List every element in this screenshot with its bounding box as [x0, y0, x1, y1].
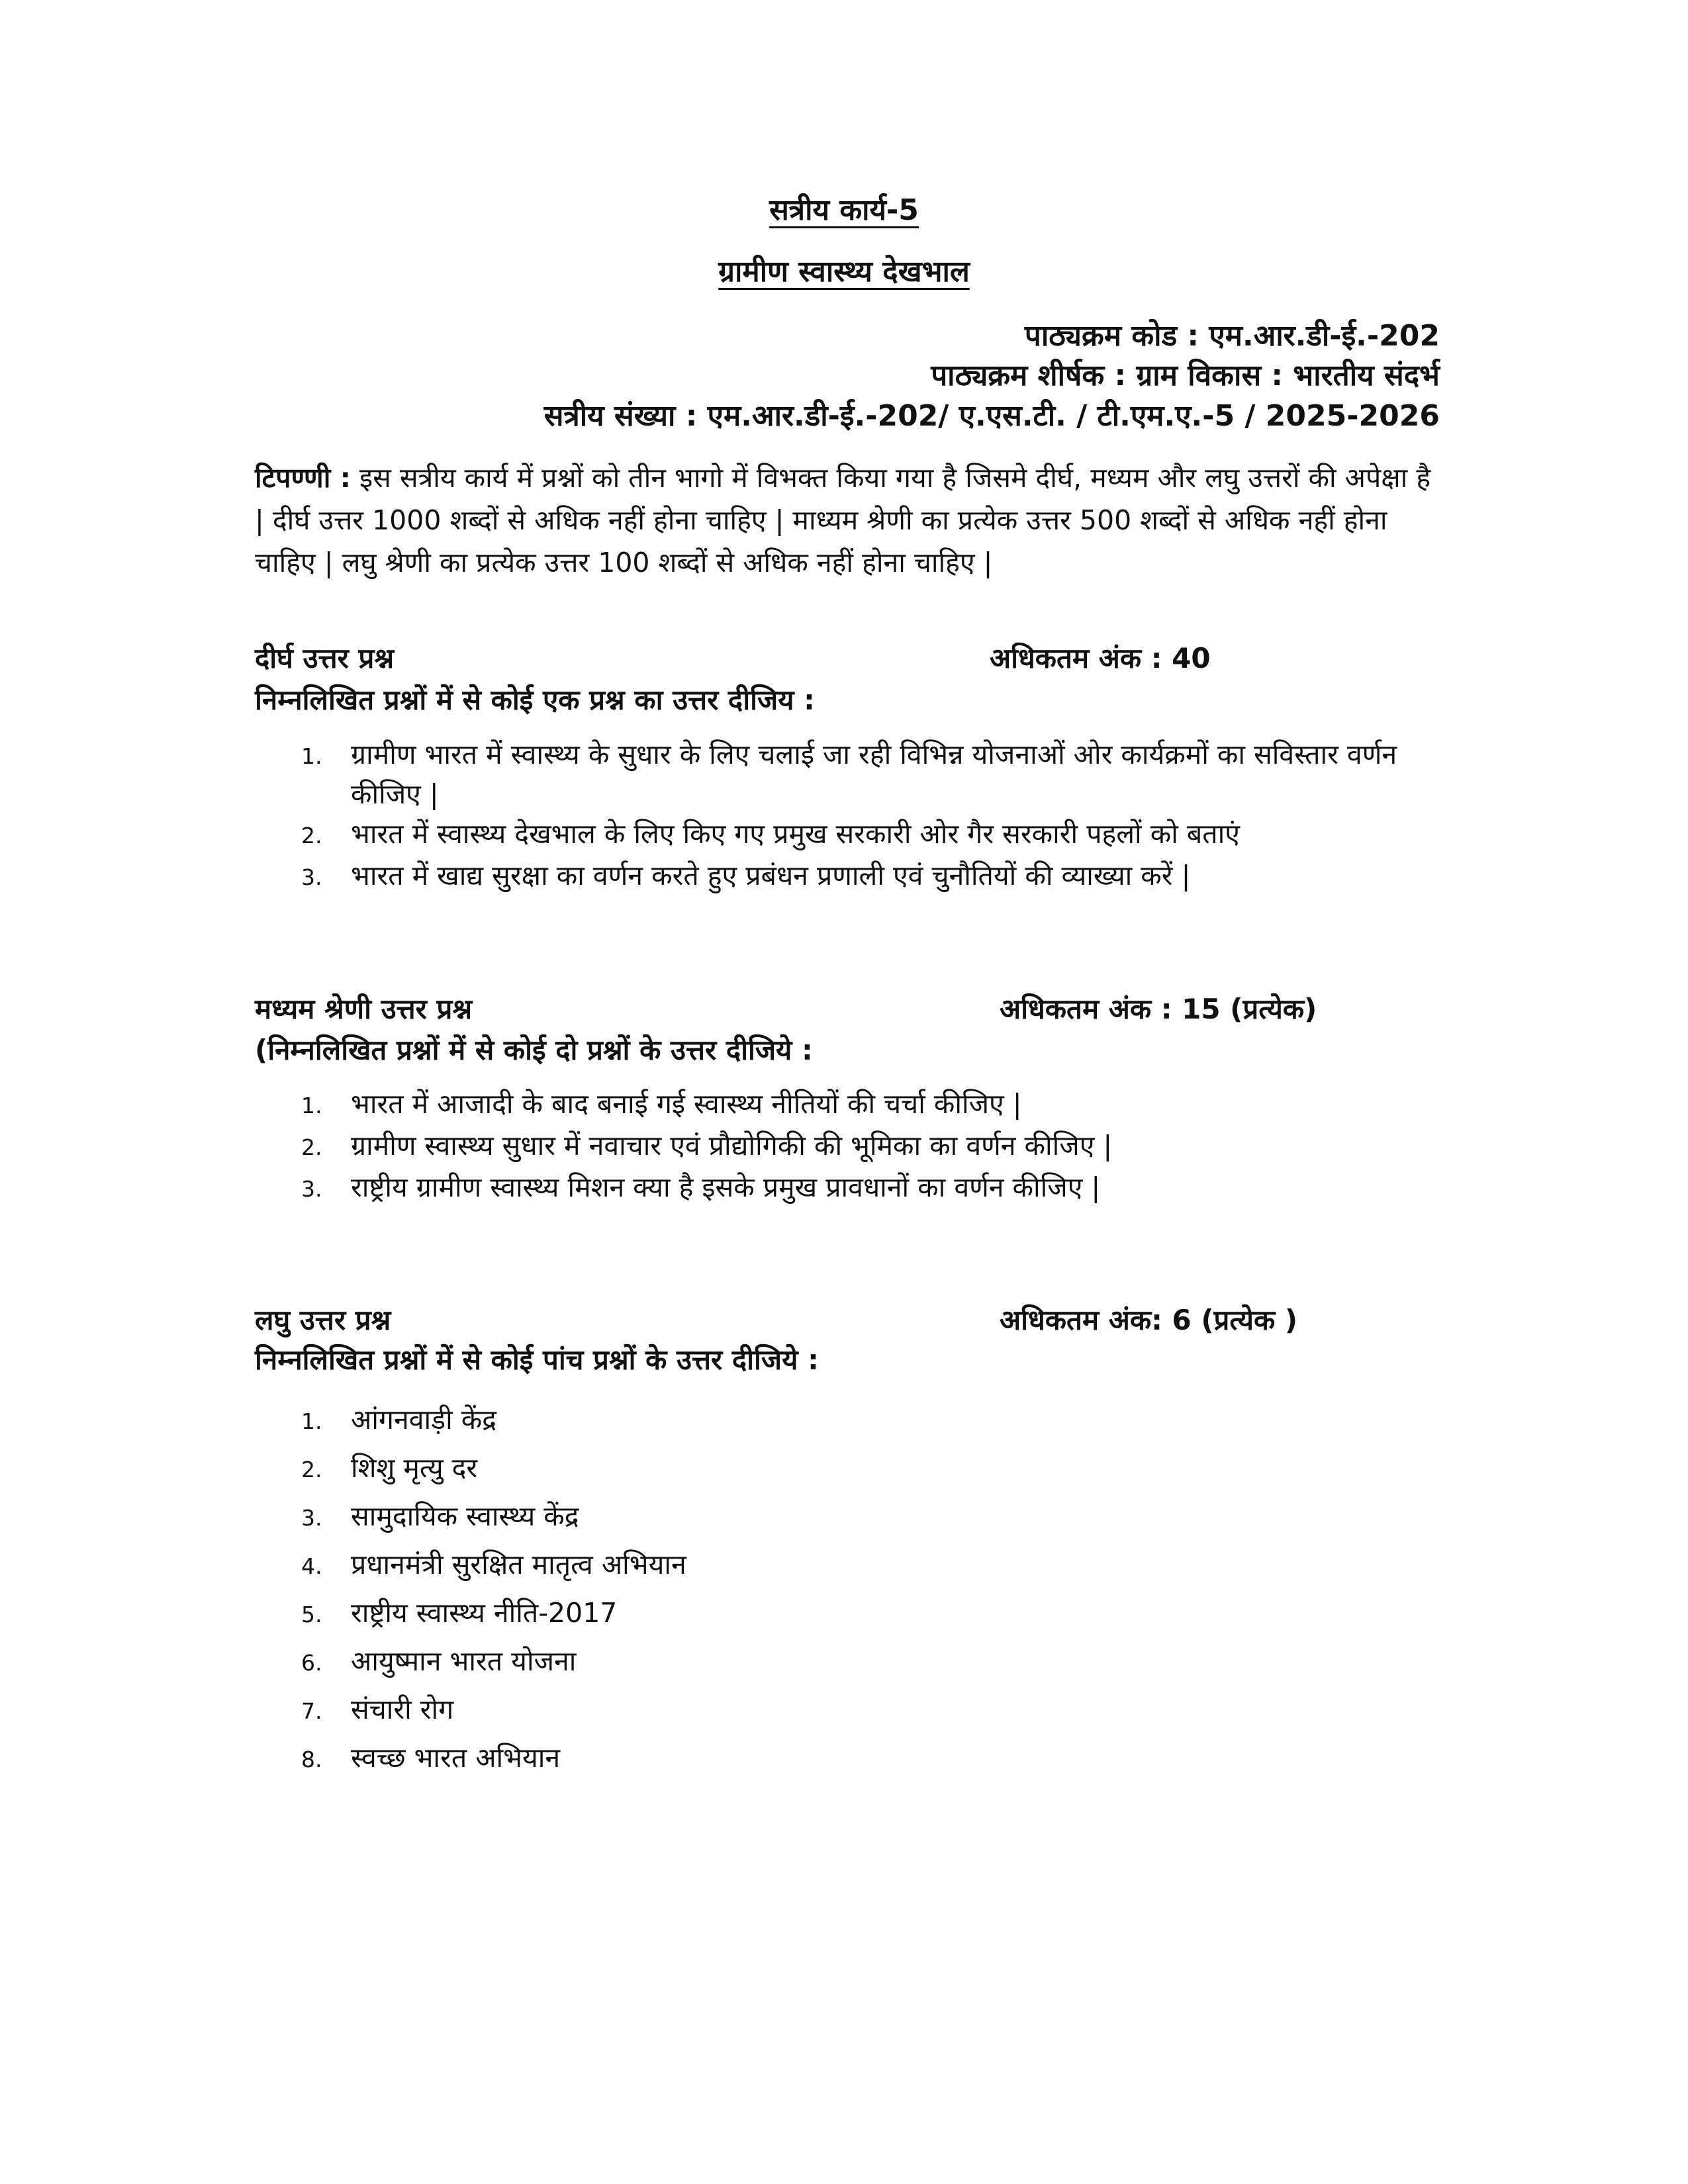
list-item: 1. आंगनवाड़ी केंद्र — [301, 1404, 497, 1435]
course-code: पाठ्यक्रम कोड : एम.आर.डी-ई.-202 — [1024, 319, 1440, 353]
list-item: 2. ग्रामीण स्वास्थ्य सुधार में नवाचार एवं प्रौद्योगिकी की भूमिका का वर्णन कीजिए | — [301, 1130, 1113, 1161]
list-item: 3. भारत में खाद्य सुरक्षा का वर्णन करते हुए प्रबंधन प्रणाली एवं चुनौतियों की व्याख्या करें | — [301, 860, 1191, 891]
note-paragraph — [255, 457, 1446, 584]
list-item: 7. संचारी रोग — [301, 1694, 454, 1725]
medium-section-title: मध्यम श्रेणी उत्तर प्रश्न — [255, 993, 473, 1025]
course-title: पाठ्यक्रम शीर्षक : ग्राम विकास : भारतीय संदर्भ — [931, 359, 1440, 392]
subject-heading: ग्रामीण स्वास्थ्य देखभाल — [718, 255, 970, 289]
list-item: 3. राष्ट्रीय ग्रामीण स्वास्थ्य मिशन क्या है इसके प्रमुख प्रावधानों का वर्णन कीजिए | — [301, 1171, 1101, 1203]
short-question-list — [301, 1396, 1466, 1783]
note-label: टिपण्णी : — [255, 462, 351, 494]
list-item: 1. भारत में आजादी के बाद बनाई गई स्वास्थ्य नीतियों की चर्चा कीजिए | — [301, 1088, 1022, 1120]
assignment-number-heading: सत्रीय कार्य-5 — [769, 193, 919, 227]
medium-section-instruction: (निम्नलिखित प्रश्नों में से कोई दो प्रश्नों के उत्तर दीजिये : — [255, 1034, 813, 1066]
medium-section-marks: अधिकतम अंक : 15 (प्रत्येक) — [1000, 993, 1317, 1025]
list-item: 4. प्रधानमंत्री सुरक्षित मातृत्व अभियान — [301, 1549, 686, 1580]
list-item: 5. राष्ट्रीय स्वास्थ्य नीति-2017 — [301, 1597, 618, 1629]
long-section-marks: अधिकतम अंक : 40 — [990, 642, 1211, 674]
list-item: 2. भारत में स्वास्थ्य देखभाल के लिए किए गए प्रमुख सरकारी ओर गैर सरकारी पहलों को बताएं — [301, 818, 1240, 850]
list-item: 6. आयुष्मान भारत योजना — [301, 1645, 577, 1677]
list-item: 2. शिशु मृत्यु दर — [301, 1452, 478, 1484]
list-item: 8. स्वच्छ भारत अभियान — [301, 1742, 561, 1774]
long-question-list — [301, 735, 1466, 897]
list-item: 1. ग्रामीण भारत में स्वास्थ्य के सुधार के लिए चलाई जा रही विभिन्न योजनाओं ओर कार्यक्रमों का सविस्तार वर्णन कीजिए | — [301, 739, 1397, 810]
long-section-title: दीर्घ उत्तर प्रश्न — [255, 642, 395, 674]
short-section-instruction: निम्नलिखित प्रश्नों में से कोई पांच प्रश्नों के उत्तर दीजिये : — [255, 1343, 819, 1376]
short-section-marks: अधिकतम अंक: 6 (प्रत्येक ) — [1000, 1304, 1298, 1336]
list-item: 3. सामुदायिक स्वास्थ्य केंद्र — [301, 1500, 579, 1532]
medium-question-list — [301, 1084, 1466, 1209]
assignment-code: सत्रीय संख्या : एम.आर.डी-ई.-202/ ए.एस.टी. / टी.एम.ए.-5 / 2025-2026 — [543, 399, 1440, 433]
short-section-title: लघु उत्तर प्रश्न — [255, 1304, 391, 1336]
long-section-instruction: निम्नलिखित प्रश्नों में से कोई एक प्रश्न का उत्तर दीजिय : — [255, 684, 815, 716]
note-text: इस सत्रीय कार्य में प्रश्नों को तीन भागो में विभक्त किया गया है जिसमे दीर्घ, मध्यम और लघु उत्तरों की अपेक्षा है | दीर्घ उत्तर 1000 शब्दों से अधिक नहीं होना चाहिए | माध्यम श्रेणी का प्रत्येक उत्तर 500 शब्दों से अधिक नहीं होना चाहिए | लघु श्रेणी का प्रत्येक उत्तर 100 शब्दों से अधिक नहीं होना चाहिए | — [255, 462, 1431, 578]
